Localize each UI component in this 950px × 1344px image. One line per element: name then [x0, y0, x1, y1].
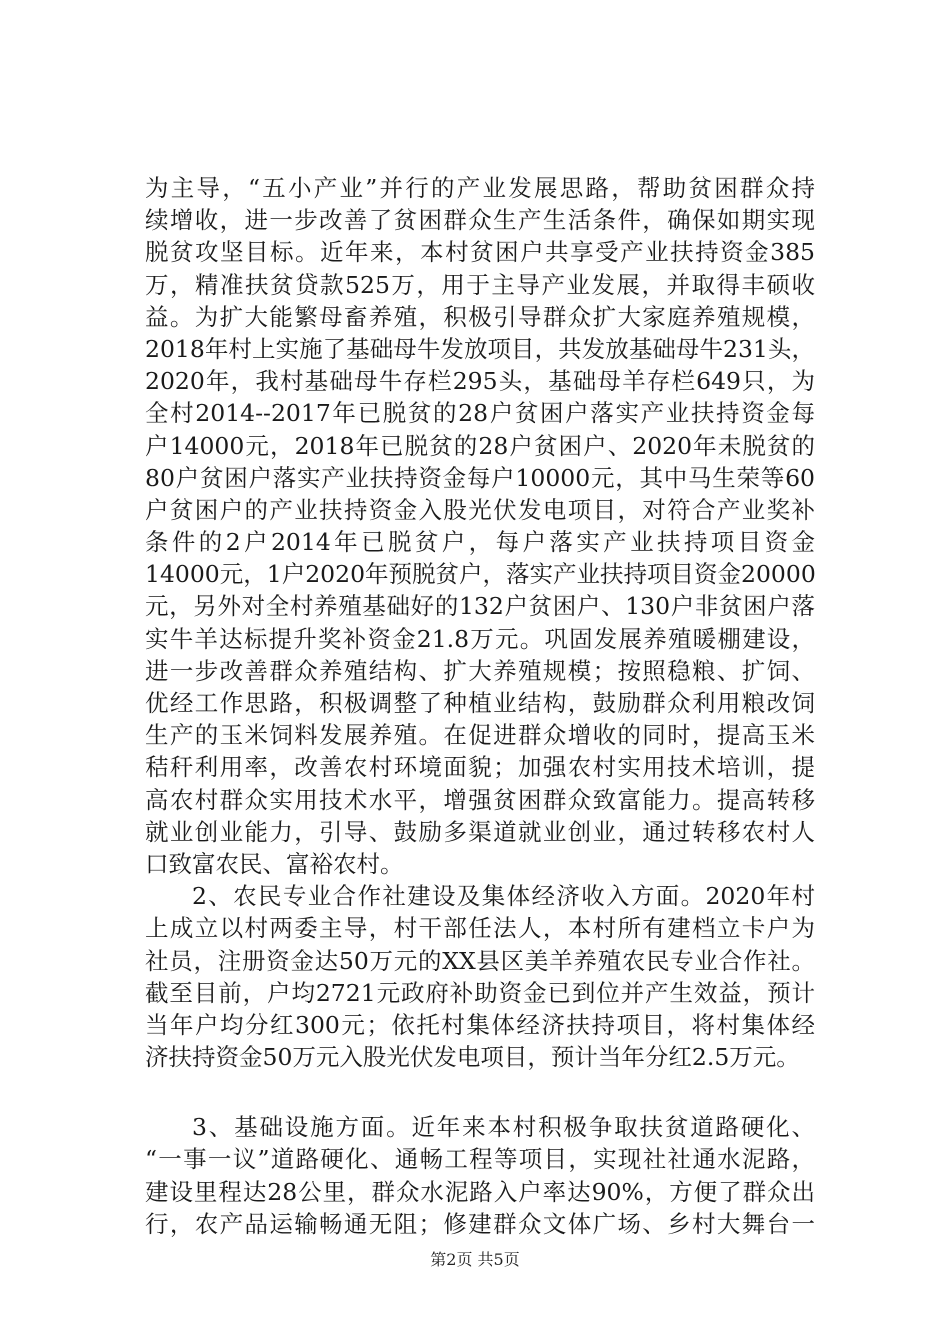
text-line: 2、农民专业合作社建设及集体经济收入方面。2020年村 — [192, 882, 815, 911]
text-line: 行，农产品运输畅通无阻；修建群众文体广场、乡村大舞台一 — [145, 1209, 815, 1238]
text-line: 3、基础设施方面。近年来本村积极争取扶贫道路硬化、 — [192, 1113, 815, 1142]
text-line: 建设里程达28公里，群众水泥路入户率达90%，方便了群众出 — [145, 1177, 815, 1206]
text-line: 生产的玉米饲料发展养殖。在促进群众增收的同时，提高玉米 — [145, 721, 815, 750]
text-line: 截至目前，户均2721元政府补助资金已到位并产生效益，预计 — [145, 978, 815, 1007]
text-line: 全村2014--2017年已脱贫的28户贫困户落实产业扶持资金每 — [145, 399, 815, 428]
paragraph-cooperative — [145, 880, 815, 1073]
text-line: 户贫困户的产业扶持资金入股光伏发电项目，对符合产业奖补 — [145, 495, 815, 524]
text-line: 户14000元，2018年已脱贫的28户贫困户、2020年未脱贫的 — [145, 431, 815, 460]
document-body — [145, 172, 815, 1240]
text-line: 元，另外对全村养殖基础好的132户贫困户、130户非贫困户落 — [145, 592, 815, 621]
paragraph-industry-development — [145, 172, 815, 880]
text-line: 实牛羊达标提升奖补资金21.8万元。巩固发展养殖暖棚建设， — [145, 624, 815, 653]
text-line: 2020年，我村基础母牛存栏295头，基础母羊存栏649只，为 — [145, 367, 815, 396]
text-line: 上成立以村两委主导，村干部任法人，本村所有建档立卡户为 — [145, 914, 815, 943]
page-number-footer: 第2页 共5页 — [430, 1250, 520, 1269]
text-line: 就业创业能力，引导、鼓励多渠道就业创业，通过转移农村人 — [145, 817, 815, 846]
text-line: 80户贫困户落实产业扶持资金每户10000元，其中马生荣等60 — [145, 463, 815, 492]
text-line: 进一步改善群众养殖结构、扩大养殖规模；按照稳粮、扩饲、 — [145, 656, 815, 685]
text-line: 为主导，“五小产业”并行的产业发展思路，帮助贫困群众持 — [145, 174, 815, 202]
paragraph-infrastructure — [145, 1111, 815, 1240]
text-line: 条件的2户2014年已脱贫户，每户落实产业扶持项目资金 — [145, 528, 815, 557]
text-line: 社员，注册资金达50万元的XX县区美羊养殖农民专业合作社。 — [145, 946, 815, 975]
paragraph-spacer — [145, 1073, 815, 1111]
text-line: 当年户均分红300元；依托村集体经济扶持项目，将村集体经 — [145, 1010, 815, 1039]
text-line: 脱贫攻坚目标。近年来，本村贫困户共享受产业扶持资金385 — [145, 238, 815, 267]
text-line: “一事一议”道路硬化、通畅工程等项目，实现社社通水泥路， — [145, 1145, 815, 1174]
text-line: 优经工作思路，积极调整了种植业结构，鼓励群众利用粮改饲 — [145, 689, 815, 717]
text-line: 2018年村上实施了基础母牛发放项目，共发放基础母牛231头， — [145, 334, 815, 363]
text-line: 万，精准扶贫贷款525万，用于主导产业发展，并取得丰硕收 — [145, 270, 815, 299]
text-line: 14000元，1户2020年预脱贫户，落实产业扶持项目资金20000 — [145, 560, 816, 589]
text-line: 高农村群众实用技术水平，增强贫困群众致富能力。提高转移 — [145, 785, 815, 814]
text-line: 续增收，进一步改善了贫困群众生产生活条件，确保如期实现 — [145, 206, 815, 235]
text-line: 口致富农民、富裕农村。 — [145, 849, 404, 878]
text-line: 秸秆利用率，改善农村环境面貌；加强农村实用技术培训，提 — [145, 753, 815, 782]
text-line: 济扶持资金50万元入股光伏发电项目，预计当年分红2.5万元。 — [145, 1043, 800, 1072]
text-line: 益。为扩大能繁母畜养殖，积极引导群众扩大家庭养殖规模， — [145, 302, 815, 331]
